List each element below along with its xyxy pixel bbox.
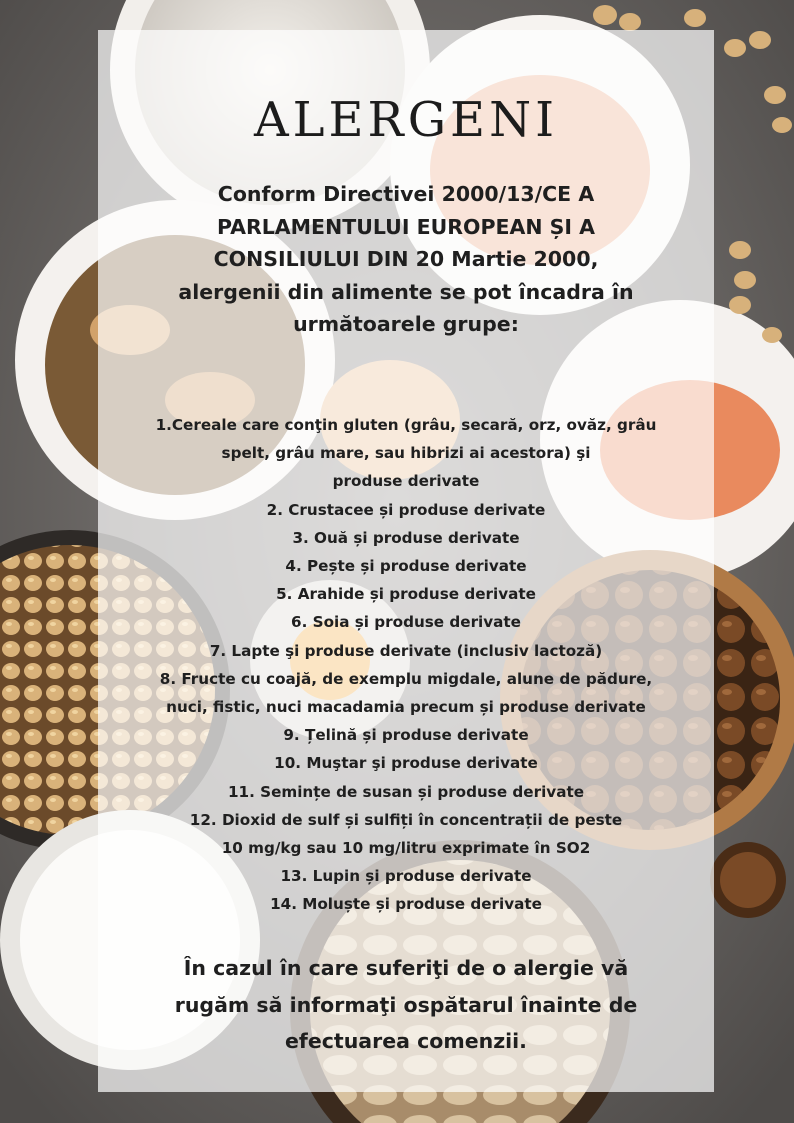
intro-line: Conform Directivei 2000/13/CE A [217,182,595,206]
list-item [98,721,714,749]
list-item [98,862,714,890]
page-title: ALERGENI [253,92,559,148]
list-item-line: 11. Semințe de susan și produse derivate [227,782,585,801]
allergen-panel [98,30,714,1092]
list-item [98,806,714,862]
list-item-line: 10 mg/kg sau 10 mg/litru exprimate în SO2 [221,839,591,858]
list-item-line: 2. Crustacee și produse derivate [266,500,546,519]
list-item [98,580,714,608]
list-item-line: 4. Pește și produse derivate [285,557,527,576]
footer-line: În cazul în care suferiţi de o alergie vă [183,956,629,980]
list-item-line: 14. Moluște și produse derivate [270,895,542,914]
list-item-line: 12. Dioxid de sulf și sulfiți în concentrații de peste [189,810,623,829]
list-item-line: 10. Muştar şi produse derivate [274,754,538,773]
list-item [98,608,714,636]
list-item-line: 5. Arahide și produse derivate [276,585,536,604]
list-item [98,778,714,806]
intro-line: următoarele grupe: [293,312,519,336]
list-item [98,665,714,721]
list-item-line: 3. Ouă și produse derivate [292,528,520,547]
intro-line: PARLAMENTULUI EUROPEAN ȘI A [216,214,596,239]
footer-line: efectuarea comenzii. [285,1029,527,1053]
list-item [98,749,714,777]
list-item-line: nuci, fistic, nuci macadamia precum și produse derivate [166,698,646,717]
list-item [98,524,714,552]
intro-line: CONSILIULUI DIN 20 Martie 2000, [213,247,599,271]
list-item-line: 6. Soia și produse derivate [291,613,521,632]
list-item-line: spelt, grâu mare, sau hibrizi ai acestora) şi [221,444,591,463]
footer-notice [118,950,694,1060]
list-item [98,552,714,580]
list-item [98,637,714,665]
list-item-line: 9. Țelină și produse derivate [283,726,529,745]
list-item-line: 1.Cereale care conţin gluten (grâu, secară, orz, ovăz, grâu [155,416,657,434]
intro-text [118,178,694,341]
intro-line: alergenii din alimente se pot încadra în [178,279,634,304]
allergen-list [98,411,714,919]
list-item-line: 13. Lupin și produse derivate [280,867,532,886]
list-item [98,890,714,918]
list-item [98,496,714,524]
list-item-line: 7. Lapte şi produse derivate (inclusiv lactoză) [209,641,603,660]
list-item-line: produse derivate [332,472,480,491]
list-item [98,411,714,496]
footer-line: rugăm să informaţi ospătarul înainte de [174,992,638,1017]
list-item-line: 8. Fructe cu coajă, de exemplu migdale, alune de pădure, [159,669,653,688]
